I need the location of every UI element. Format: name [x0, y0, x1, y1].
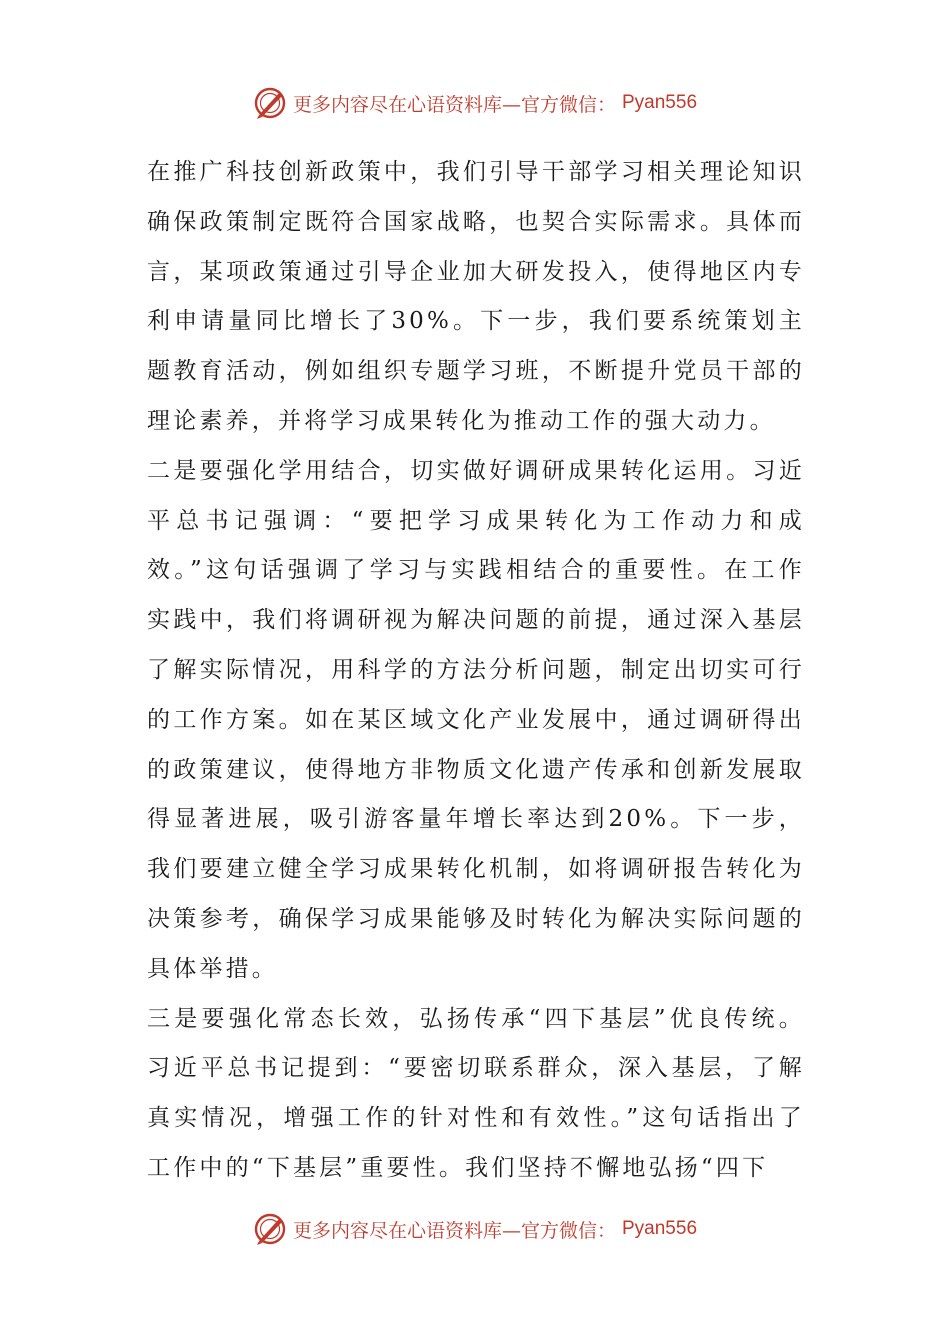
banner-wechat-id: Pyan556 — [622, 92, 698, 113]
document-body — [147, 148, 805, 1194]
footer-banner — [0, 1209, 950, 1249]
banner-text: 更多内容尽在心语资料库—官方微信： — [292, 1219, 616, 1242]
paragraph: 三是要强化常态长效，弘扬传承“四下基层”优良传统。习近平总书记提到：“要密切联系群众，深入基层，了解真实情况，增强工作的针对性和有效性。”这句话指出了工作中的“下基层”重要性。我们坚持不懈地弘扬“四下 — [147, 1005, 805, 1181]
pen-seal-icon — [253, 1212, 287, 1246]
header-banner — [0, 83, 950, 123]
banner-text: 更多内容尽在心语资料库—官方微信： — [292, 93, 616, 116]
paragraph: 在推广科技创新政策中，我们引导干部学习相关理论知识确保政策制定既符合国家战略，也契合实际需求。具体而言，某项政策通过引导企业加大研发投入，使得地区内专利申请量同比增长了30%。下一步，我们要系统策划主题教育活动，例如组织专题学习班，不断提升党员干部的理论素养，并将学习成果转化为推动工作的强大动力。 — [147, 159, 805, 434]
banner-wechat-id: Pyan556 — [622, 1218, 698, 1239]
pen-seal-icon — [253, 86, 287, 120]
paragraph: 二是要强化学用结合，切实做好调研成果转化运用。习近平总书记强调：“要把学习成果转化为工作动力和成效。”这句话强调了学习与实践相结合的重要性。在工作实践中，我们将调研视为解决问题的前提，通过深入基层了解实际情况，用科学的方法分析问题，制定出切实可行的工作方案。如在某区域文化产业发展中，通过调研得出的政策建议，使得地方非物质文化遗产传承和创新发展取得显著进展，吸引游客量年增长率达到20%。下一步，我们要建立健全学习成果转化机制，如将调研报告转化为决策参考，确保学习成果能够及时转化为解决实际问题的具体举措。 — [147, 457, 805, 982]
